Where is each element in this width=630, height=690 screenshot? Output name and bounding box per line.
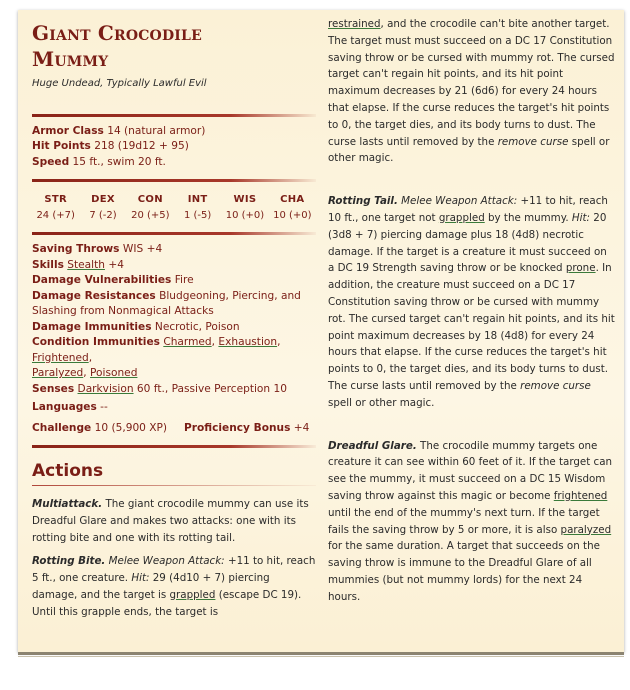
multiattack-action: Multiattack. The giant crocodile mummy can use its Dreadful Glare and makes two attacks: one with its rotting bite and one with its rotting tail. (32, 497, 309, 544)
ability-dex: DEX 7 (-2) (89, 194, 117, 221)
monster-name-line-1: Giant Crocodile (32, 21, 202, 45)
ability-cha: CHA 10 (+0) (273, 194, 312, 221)
challenge-row: Challenge 10 (5,900 XP) Proficiency Bonus +4 (32, 421, 316, 437)
armor-class-row (32, 124, 316, 140)
damage-resistances-row: Damage Resistances Bludgeoning, Piercing, and Slashing from Nonmagical Attacks (32, 289, 301, 317)
grappled-link[interactable]: grappled (169, 588, 216, 601)
restrained-link[interactable]: restrained (328, 18, 381, 30)
grappled-link[interactable]: grappled (438, 211, 485, 224)
condition-poisoned-link[interactable]: Poisoned (90, 367, 138, 379)
actions-heading: Actions (32, 461, 104, 481)
stat-block-sheet (18, 10, 624, 652)
bottom-border (18, 652, 624, 655)
skill-stealth-link[interactable]: Stealth (67, 258, 105, 271)
monster-name (32, 20, 316, 72)
dreadful-glare-action: Dreadful Glare. The crocodile mummy targets one creature it can see within 60 feet of it. If the target can see the mummy, it must succeed on a DC 15 Wisdom saving throw against this magic or become frightened until the end of the mummy's next turn. If the target fails the saving throw by 5 or more, it is also paralyzed for the same duration. A target that succeeds on the saving throw is immune to the Dreadful Glare of all mummies (but not mummy lords) for the next 24 hours. (328, 439, 613, 603)
speed-label: Speed (32, 155, 70, 168)
skills-row: Skills Stealth +4 (32, 258, 124, 271)
prone-link[interactable]: prone (565, 262, 596, 275)
ability-wis: WIS 10 (+0) (225, 194, 265, 221)
rotting-tail-action: Rotting Tail. Melee Weapon Attack: +11 to hit, reach 10 ft., one target not grappled by the mummy. Hit: 20 (3d8 + 7) piercing damage plus 18 (4d8) necrotic damage. If the target is a creature it must succeed on a DC 19 Strength saving throw or be knocked prone. In addition, the creature must succeed on a DC 17 Constitution saving throw or be cursed with mummy rot. The cursed target can't regain hit points, and its hit point maximum decreases by 18 (4d8) for every 24 hours that elapse. If the curse reduces the target's hit points to 0, the target dies, and its body turns to dust. The curse lasts until removed by the remove curse spell or other magic. (328, 195, 615, 409)
hit-points-label: Hit Points (32, 140, 91, 152)
right-column (328, 16, 616, 606)
condition-charmed-link[interactable]: Charmed (163, 336, 212, 348)
languages-row: Languages -- (32, 401, 108, 413)
ability-int: INT 1 (-5) (183, 194, 212, 221)
ability-scores (32, 192, 316, 223)
saving-throws-row: Saving Throws WIS +4 (32, 243, 163, 255)
condition-frightened-link[interactable]: Frightened (32, 351, 89, 364)
paralyzed-link[interactable]: paralyzed (560, 523, 612, 536)
frightened-link[interactable]: frightened (553, 489, 608, 502)
rotting-bite-continued: restrained, and the crocodile can't bite another target. The target must must succeed on a DC 17 Constitution saving throw or be cursed with mummy rot. The cursed target can't regain hit points, and its hit point maximum decreases by 21 (6d6) for every 24 hours that elapse. If the curse reduces the target's hit points to 0, the target dies, and its body turns to dust. The curse lasts until removed by the remove curse spell or other magic. (328, 18, 615, 165)
rotting-bite-action: Rotting Bite. Melee Weapon Attack: +11 to hit, reach 5 ft., one creature. Hit: 29 (4d10 + 7) piercing damage, and the target is grappled (escape DC 19). Until this grapple ends, the target is (32, 554, 316, 618)
speed-value: 15 ft., swim 20 ft. (72, 155, 166, 168)
ability-str: STR 24 (+7) (36, 194, 75, 221)
damage-vulnerabilities-row: Damage Vulnerabilities Fire (32, 274, 194, 286)
condition-immunities-row: Condition Immunities Charmed, Exhaustion, Frightened, Paralyzed, Poisoned (32, 336, 281, 379)
bottom-border-shadow (18, 656, 624, 657)
ability-con: CON 20 (+5) (131, 194, 170, 221)
condition-exhaustion-link[interactable]: Exhaustion (218, 336, 278, 348)
armor-class-value: 14 (natural armor) (107, 124, 206, 137)
speed-row (32, 155, 316, 171)
damage-immunities-row: Damage Immunities Necrotic, Poison (32, 320, 240, 333)
monster-name-line-2: Mummy (32, 47, 109, 71)
monster-meta: Huge Undead, Typically Lawful Evil (32, 78, 207, 89)
hit-points-row (32, 139, 316, 155)
senses-row: Senses Darkvision 60 ft., Passive Perception 10 (32, 382, 287, 395)
hit-points-value: 218 (19d12 + 95) (94, 140, 189, 152)
armor-class-label: Armor Class (32, 124, 104, 137)
condition-paralyzed-link[interactable]: Paralyzed (32, 367, 84, 379)
proficiency-bonus: Proficiency Bonus +4 (184, 421, 310, 434)
left-column (32, 18, 316, 621)
sense-darkvision-link[interactable]: Darkvision (77, 382, 134, 395)
